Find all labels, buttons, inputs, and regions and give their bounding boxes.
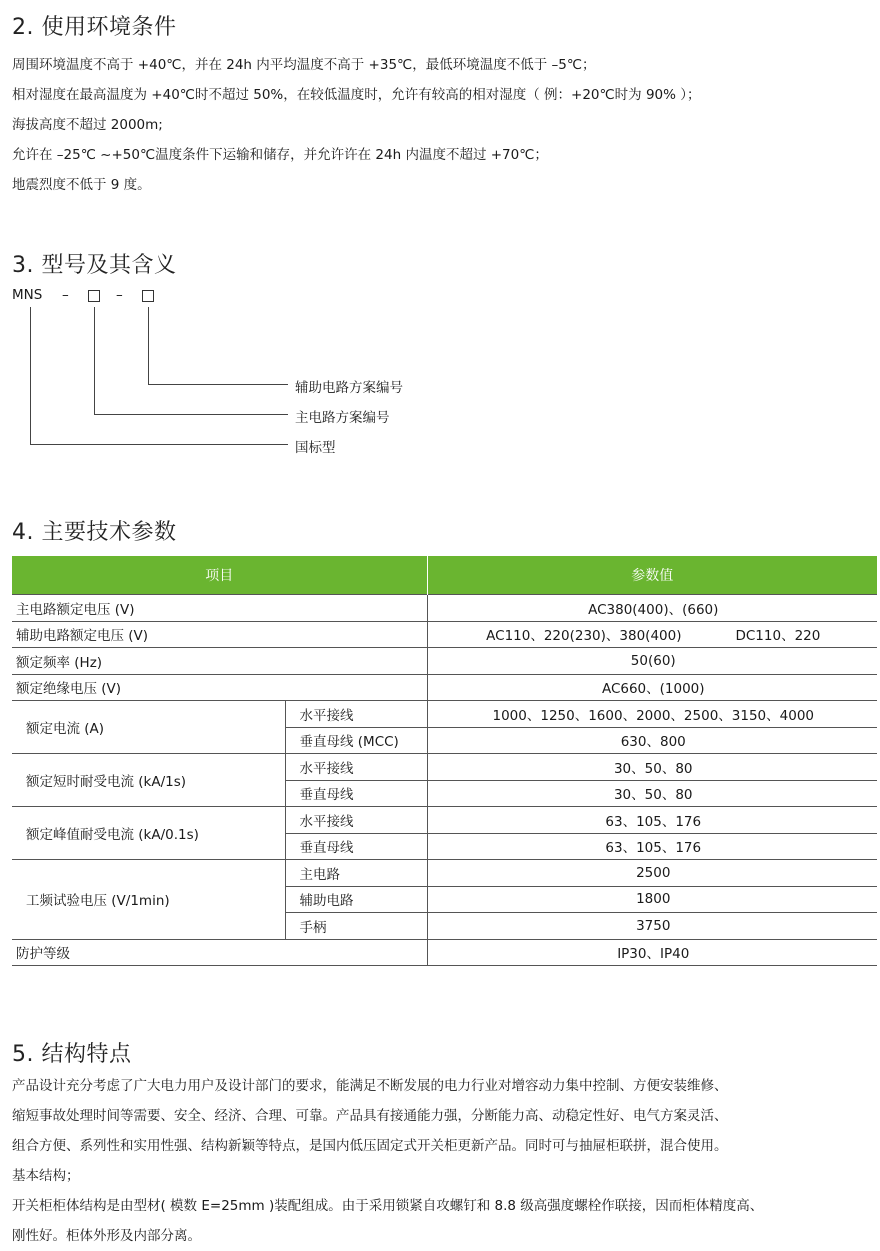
row-value: 2500: [427, 860, 877, 887]
table-row: [12, 754, 877, 781]
structure-line: 基本结构；: [12, 1168, 80, 1184]
national-standard-label: 国标型: [295, 440, 336, 456]
parameters-table: [12, 556, 877, 966]
sub-label: 主电路: [285, 860, 427, 887]
table-row: [12, 701, 877, 728]
row-value: 30、50、80: [427, 780, 877, 807]
table-row: [12, 648, 877, 675]
table-row: [12, 674, 877, 701]
aux-dc-value: DC110、220: [735, 628, 821, 645]
structure-features: [12, 1071, 872, 1251]
aux-connector-vertical: [148, 307, 149, 384]
environment-conditions: [12, 50, 872, 200]
env-line: 允许在 –25℃ ~+50℃温度条件下运输和储存，并允许许在 24h 内温度不超过 +70℃；: [12, 147, 548, 163]
aux-ac-value: AC110、220(230)、380(400): [486, 628, 682, 645]
sub-label: 水平接线: [285, 754, 427, 781]
main-circuit-label: 主电路方案编号: [295, 410, 390, 426]
sub-label: 水平接线: [285, 807, 427, 834]
row-value: 1000、1250、1600、2000、2500、3150、4000: [427, 701, 877, 728]
sub-label: 水平接线: [285, 701, 427, 728]
section-title-structure: 5. 结构特点: [12, 1042, 132, 1067]
model-dash: –: [62, 287, 69, 303]
section-title-model: 3. 型号及其含义: [12, 253, 177, 278]
row-value: 50(60): [427, 648, 877, 675]
table-row: [12, 939, 877, 966]
sub-label: 辅助电路: [285, 886, 427, 913]
row-value: 3750: [427, 913, 877, 940]
model-diagram: [12, 287, 472, 467]
header-item: 项目: [12, 556, 427, 595]
env-line: 地震烈度不低于 9 度。: [12, 177, 151, 193]
row-label: 主电路额定电压 (V): [12, 595, 427, 622]
aux-circuit-placeholder-box: [142, 290, 154, 302]
row-label: 防护等级: [12, 939, 427, 966]
structure-line: 开关柜柜体结构是由型材( 模数 E=25mm )装配组成。由于采用锁紧自攻螺钉和 8.8 级高强度螺栓作联接，因而柜体精度高、: [12, 1198, 764, 1214]
row-label: 额定电流 (A): [12, 701, 285, 754]
row-value: 30、50、80: [427, 754, 877, 781]
structure-line: 产品设计充分考虑了广大电力用户及设计部门的要求，能满足不断发展的电力行业对增容动力集中控制、方便安装维修、: [12, 1078, 728, 1094]
prefix-connector-vertical: [30, 307, 31, 444]
row-value: [427, 621, 877, 648]
env-line: 周围环境温度不高于 +40℃，并在 24h 内平均温度不高于 +35℃，最低环境温度不低于 –5℃；: [12, 57, 596, 73]
main-connector-vertical: [94, 307, 95, 414]
row-value: IP30、IP40: [427, 939, 877, 966]
row-label: 额定峰值耐受电流 (kA/0.1s): [12, 807, 285, 860]
row-value: 63、105、176: [427, 807, 877, 834]
sub-label: 垂直母线: [285, 833, 427, 860]
model-dash: –: [116, 287, 123, 303]
table-row: [12, 621, 877, 648]
sub-label: 垂直母线 (MCC): [285, 727, 427, 754]
structure-line: 刚性好。柜体外形及内部分离。: [12, 1228, 201, 1244]
table-header-row: [12, 556, 877, 595]
row-value: 1800: [427, 886, 877, 913]
header-value: 参数值: [427, 556, 877, 595]
row-label: 额定绝缘电压 (V): [12, 674, 427, 701]
row-value: AC660、(1000): [427, 674, 877, 701]
row-value: 63、105、176: [427, 833, 877, 860]
main-circuit-placeholder-box: [88, 290, 100, 302]
sub-label: 垂直母线: [285, 780, 427, 807]
row-label: 额定频率 (Hz): [12, 648, 427, 675]
table-row: [12, 860, 877, 887]
row-label: 额定短时耐受电流 (kA/1s): [12, 754, 285, 807]
row-label: 工频试验电压 (V/1min): [12, 860, 285, 940]
row-value: 630、800: [427, 727, 877, 754]
sub-label: 手柄: [285, 913, 427, 940]
aux-circuit-label: 辅助电路方案编号: [295, 380, 403, 396]
row-label: 辅助电路额定电压 (V): [12, 621, 427, 648]
main-connector-horizontal: [94, 414, 288, 415]
prefix-connector-horizontal: [30, 444, 288, 445]
table-row: [12, 807, 877, 834]
env-line: 海拔高度不超过 2000m;: [12, 117, 163, 133]
structure-line: 组合方便、系列性和实用性强、结构新颖等特点，是国内低压固定式开关柜更新产品。同时可与抽屉柜联拼，混合使用。: [12, 1138, 728, 1154]
structure-line: 缩短事故处理时间等需要、安全、经济、合理、可靠。产品具有接通能力强，分断能力高、动稳定性好、电气方案灵活、: [12, 1108, 728, 1124]
section-title-parameters: 4. 主要技术参数: [12, 520, 177, 545]
table-row: [12, 595, 877, 622]
section-title-environment: 2. 使用环境条件: [12, 15, 177, 40]
env-line: 相对湿度在最高温度为 +40℃时不超过 50%，在较低温度时，允许有较高的相对湿度（ 例：+20℃时为 90% ）；: [12, 87, 701, 103]
model-prefix: MNS: [12, 287, 43, 303]
row-value: AC380(400)、(660): [427, 595, 877, 622]
aux-connector-horizontal: [148, 384, 288, 385]
